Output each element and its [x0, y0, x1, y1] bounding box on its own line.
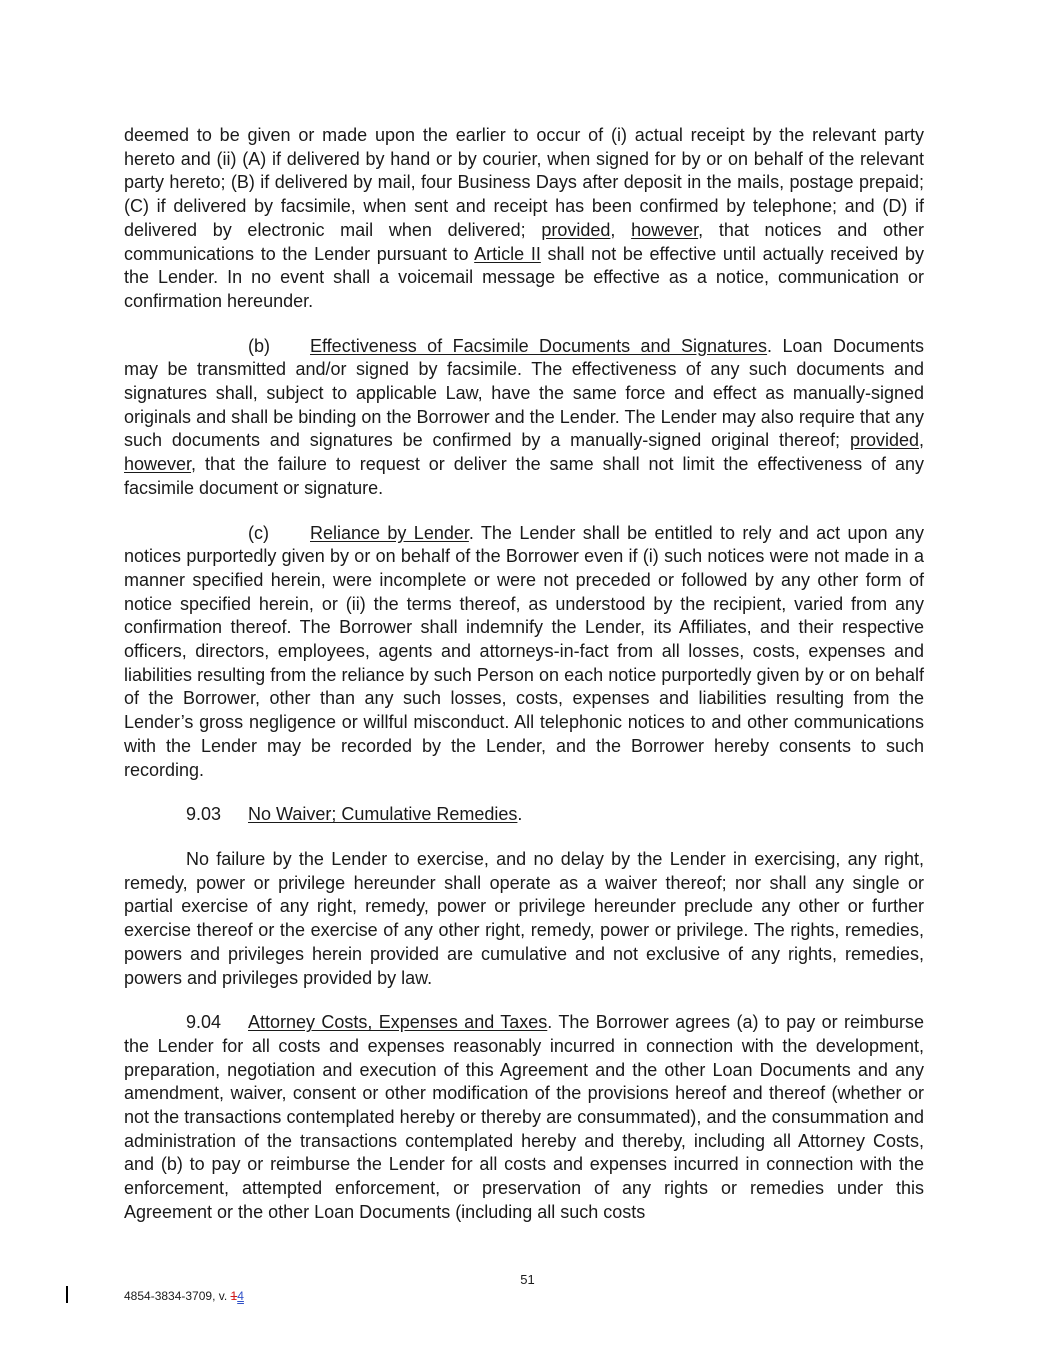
article-reference: Article II — [474, 243, 541, 264]
clause-title: Reliance by Lender — [310, 522, 469, 543]
underlined-term: however — [124, 454, 192, 475]
text: , that notices and other communications to the Lender pursuant to — [124, 219, 925, 264]
inserted-revision-text: 4 — [237, 1289, 244, 1303]
text: . The Lender shall be entitled to rely and act upon any notices purportedly given by or on behalf of the Borrower even if (i) such notices were not made in a manner specified herein, were incomplete or were not preceded or followed by any other form of notice specified herein, or (ii) the terms thereof, as understood by the recipient, varied from any confirmation thereof. The Borrower shall indemnify the Lender, its Affiliates, and their respective officers, directors, employees, agents and attorneys-in-fact from all losses, costs, expenses and liabilities resulting from the reliance by such Person on each notice purportedly given by or on behalf of the Borrower, other than any such losses, costs, expenses and liabilities resulting from the Lender’s gross negligence or willful misconduct. All telephonic notices to and other communications with the Lender may be recorded by the Lender, and the Borrower hereby consents to such recording. — [124, 522, 924, 780]
page-number: 51 — [520, 1272, 535, 1287]
deleted-revision-text: 1 — [230, 1289, 238, 1303]
section-number: 9.03 — [186, 804, 222, 825]
text: deemed to be given or made upon the earlier to occur of (i) actual receipt by the relevant party hereto and (ii) (A) if delivered by hand or by courier, when signed for by or on behalf of the relevant party hereto; (B) if delivered by mail, four Business Days after deposit in the mails, postage prepaid; (C) if delivered by facsimile, when sent and receipt has been confirmed by telephone; and (D) if delivered by electronic mail when delivered; — [124, 125, 924, 240]
text: No failure by the Lender to exercise, and no delay by the Lender in exercising, any right, remedy, power or privilege hereunder shall operate as a waiver thereof; nor shall any single or partial exercise of any right, remedy, power or privilege hereunder preclude any other or further exercise thereof or the exercise of any other right, remedy, power or privilege. The rights, remedies, powers and privileges herein provided are cumulative and not exclusive of any rights, remedies, powers and privileges provided by law. — [124, 848, 924, 988]
text: shall not be effective until actually received by the Lender. In no event shall a voicemail message be effective as a notice, communication or confirmation hereunder. — [124, 243, 924, 311]
underlined-term: however — [631, 219, 699, 240]
clause-title: Effectiveness of Facsimile Documents and Signatures — [310, 335, 768, 356]
underlined-term: provided — [849, 430, 919, 451]
text: . — [517, 804, 523, 825]
document-body — [124, 124, 924, 1225]
section-number: 9.04 — [186, 1012, 222, 1033]
clause-label: (c) — [248, 522, 269, 543]
paragraph-attorney-costs — [124, 1011, 924, 1224]
section-heading-9-03 — [124, 803, 924, 827]
paragraph-no-waiver — [124, 848, 924, 990]
text: , — [918, 430, 924, 451]
text: , that the failure to request or deliver the same shall not limit the effectiveness of any facsimile document or signature. — [124, 454, 924, 498]
section-title: Attorney Costs, Expenses and Taxes — [248, 1012, 548, 1033]
revision-change-bar — [66, 1286, 68, 1303]
paragraph-facsimile — [124, 335, 924, 501]
text: . Loan Documents may be transmitted and/or signed by facsimile. The effectiveness of any such documents and signatures shall, subject to applicable Law, have the same force and effect as manually-signed originals and shall be binding on the Borrower and the Lender. The Lender may also require that any such documents and signatures be confirmed by a manually-signed original thereof; — [124, 335, 924, 451]
underlined-term: provided — [541, 219, 611, 240]
paragraph-notices-continued — [124, 124, 924, 314]
paragraph-reliance — [124, 522, 924, 783]
section-title: No Waiver; Cumulative Remedies — [248, 804, 518, 825]
clause-label: (b) — [248, 335, 270, 356]
document-id-footer — [124, 1288, 244, 1304]
text: , — [610, 219, 632, 240]
text: . The Borrower agrees (a) to pay or reimburse the Lender for all costs and expenses reasonably incurred in connection with the development, preparation, negotiation and execution of this Agreement and the other Loan Documents and any amendment, waiver, consent or other modification of the provisions hereof and thereof (whether or not the transactions contemplated hereby or thereby are consummated), and the consummation and administration of the transactions contemplated hereby and thereby, including all Attorney Costs, and (b) to pay or reimburse the Lender for all costs and expenses incurred in connection with the enforcement, attempted enforcement, or preservation of any rights or remedies under this Agreement or the other Loan Documents (including all such costs — [124, 1012, 924, 1222]
doc-id-text: 4854-3834-3709, v. — [124, 1289, 231, 1303]
